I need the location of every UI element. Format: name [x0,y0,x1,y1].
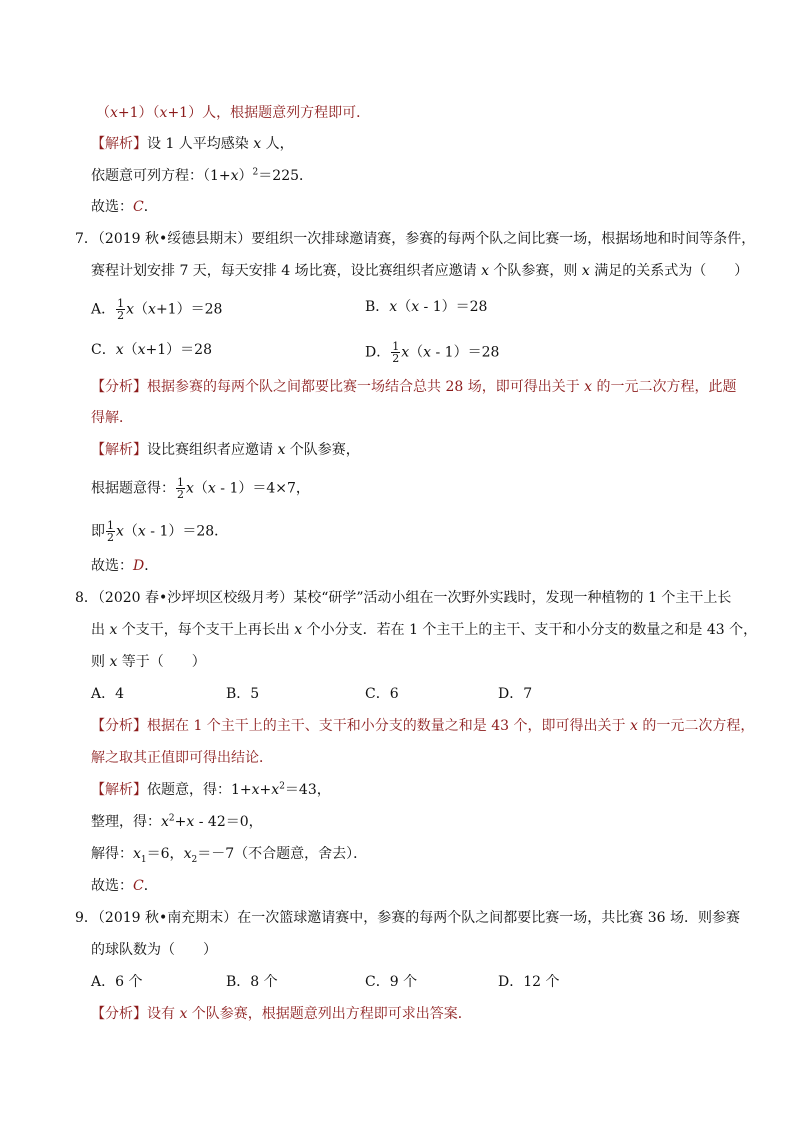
q9-stem-line-2: 的球队数为（ ） [91,942,217,958]
q7-equation-2: 即 $\frac{1}{2}$ x（x - 1）＝28． [91,519,229,544]
prev-analysis-continuation: （x+1）（x+1）人，根据题意列方程即可． [96,105,371,121]
q9-option-b: B．8 个 [226,974,278,990]
q7-option-d: D． $\frac{1}{2}$ x（x - 1）＝28 [365,340,500,365]
q7-analysis-line-2: 得解． [91,410,133,426]
q8-answer-line: 故选：C． [91,878,158,894]
fraction: $\frac{1}{2}$ [107,519,114,544]
prev-answer-line: 故选：C． [91,199,158,215]
q8-stem-line-1: 8．（2020 春•沙坪坝区校级月考）某校“研学”活动小组在一次野外实践时，发现一种植物的 1 个主干上长 [75,590,732,606]
q8-simplify-line: 整理，得：$x^2+x - 42=0$， [91,813,263,830]
q7-answer-line: 故选：D． [91,558,159,574]
q7-option-c: C．x（x+1）＝28 [91,342,212,358]
q8-option-d: D．7 [498,686,533,702]
q8-option-a: A．4 [91,686,125,702]
q8-stem-line-2: 出 x 个支干，每个支干上再长出 x 个小分支．若在 1 个主干上的主干、支干和小分支的数量之和是 43 个， [91,622,758,638]
q7-option-b: B．x（x - 1）＝28 [365,299,488,315]
q9-stem-line-1: 9．（2019 秋•南充期末）在一次篮球邀请赛中，参赛的每两个队之间都要比赛一场，共比赛 36 场．则参赛 [75,910,740,926]
fraction: $\frac{1}{2}$ [392,340,400,365]
q7-stem-line-1: 7．（2019 秋•绥德县期末）要组织一次排球邀请赛，参赛的每两个队之间比赛一场，根据场地和时间等条件， [75,231,756,247]
q7-solution-line: 【解析】设比赛组织者应邀请 x 个队参赛， [91,442,360,458]
q8-analysis-line-1: 【分析】根据在 1 个主干上的主干、支干和小分支的数量之和是 43 个，即可得出关于 x 的一元二次方程， [91,718,755,734]
prev-solution-line: 【解析】设 1 人平均感染 x 人， [91,136,294,152]
q9-option-d: D．12 个 [498,974,560,990]
prev-equation-line: 依题意可列方程：$(1+x)^2=225$． [91,167,314,184]
fraction: $\frac{1}{2}$ [177,476,184,501]
q8-solution-line: 【解析】依题意，得：$1+x+x^2=43$， [91,781,331,798]
fraction: $\frac{1}{2}$ [117,297,125,322]
q9-option-a: A．6 个 [91,974,143,990]
q8-option-c: C．6 [365,686,399,702]
q7-stem-line-2: 赛程计划安排 7 天，每天安排 4 场比赛，设比赛组织者应邀请 x 个队参赛，则 x 满足的关系式为（ ） [91,263,749,279]
q9-analysis-line: 【分析】设有 x 个队参赛，根据题意列出方程即可求出答案． [91,1006,472,1022]
q8-roots-line: 解得：$x_1=6$，$x_2=-7$（不合题意，舍去）． [91,846,368,865]
q7-equation-1: 根据题意得： $\frac{1}{2}$ x（x - 1）＝4×7， [91,476,310,501]
q8-analysis-line-2: 解之取其正值即可得出结论． [91,750,273,766]
q8-stem-line-3: 则 x 等于（ ） [91,654,206,670]
q9-option-c: C．9 个 [365,974,418,990]
q7-option-a: A． $\frac{1}{2}$ x（x+1）＝28 [91,297,223,322]
q7-analysis-line-1: 【分析】根据参赛的每两个队之间都要比赛一场结合总共 28 场，即可得出关于 x 的一元二次方程，此题 [91,379,737,395]
q8-option-b: B．5 [226,686,260,702]
